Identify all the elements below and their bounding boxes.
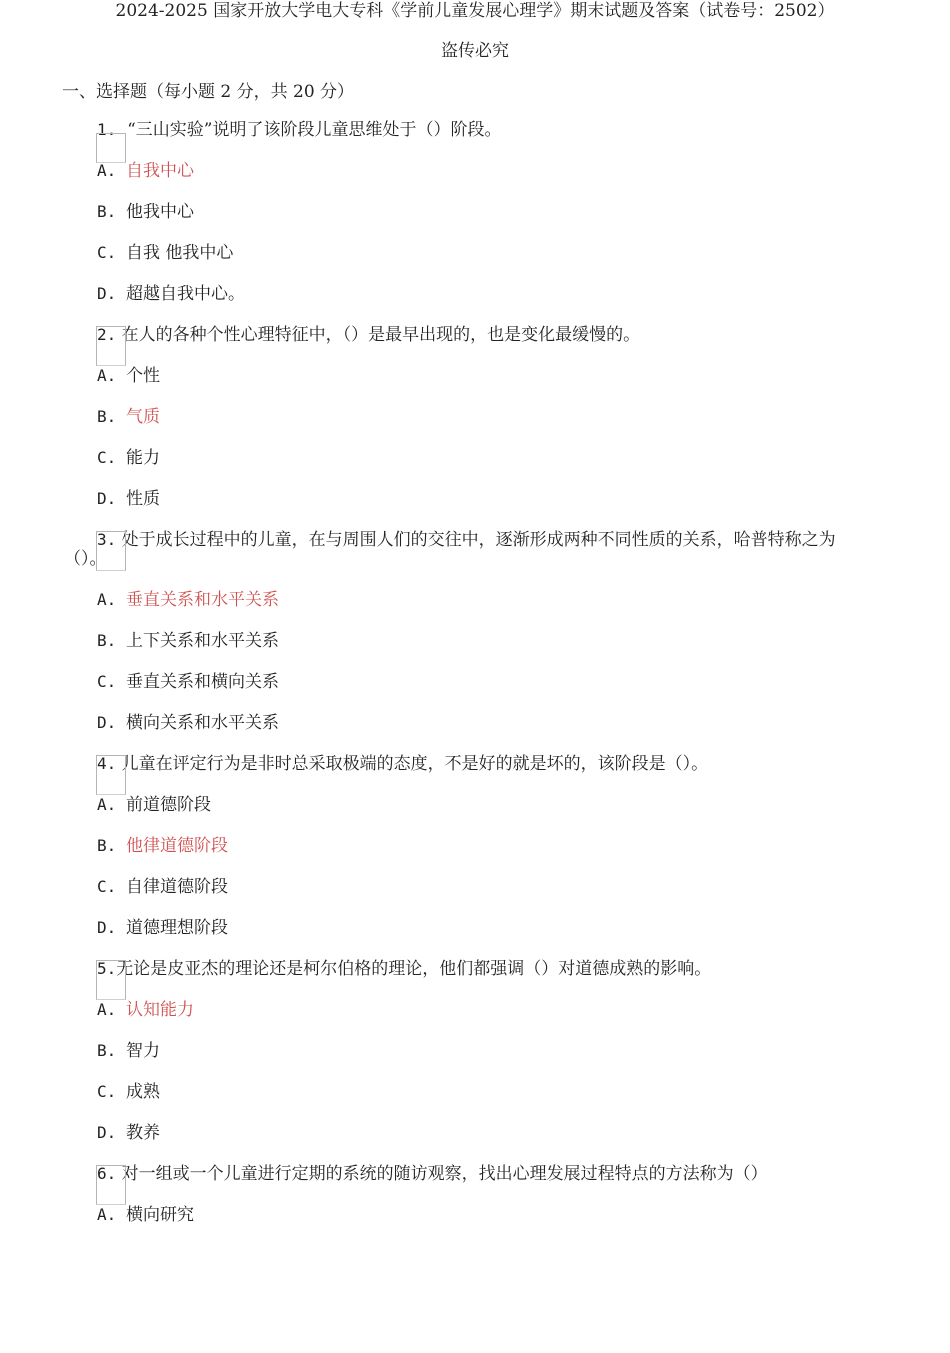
document-subtitle: 盗传必究 [441,41,509,61]
option-text: 横向关系和水平关系 [126,713,279,733]
option-b [0,1040,950,1081]
question-number: 4. [97,754,117,773]
option-text: 他我中心 [126,202,194,222]
option-text: 自我 他我中心 [126,243,234,263]
option-b [0,630,950,671]
option-text: 横向研究 [126,1205,194,1225]
option-d [0,283,950,324]
question-text: 处于成长过程中的儿童，在与周围人们的交往中，逐渐形成两种不同性质的关系，哈普特称之为 [121,530,836,550]
option-text: 上下关系和水平关系 [126,631,279,651]
answer-box [96,755,126,795]
option-letter: D. [97,918,117,937]
question-stem [0,119,950,160]
option-d [0,1122,950,1163]
question-number: 5. [97,959,117,978]
option-letter: C. [97,672,117,691]
option-c [0,242,950,283]
option-letter: B. [97,836,117,855]
answer-box [96,960,126,1000]
option-text: 智力 [126,1041,160,1061]
option-text: 垂直关系和横向关系 [126,672,279,692]
option-text: 超越自我中心。 [126,284,245,304]
option-d [0,488,950,529]
question-list [0,119,950,1245]
question-stem [0,324,950,365]
option-text: 道德理想阶段 [126,918,228,938]
option-letter: C. [97,877,117,896]
option-a [0,365,950,406]
answer-box [96,326,126,366]
question-text: 无论是皮亚杰的理论还是柯尔伯格的理论，他们都强调（）对道德成熟的影响。 [116,959,712,979]
option-c [0,1081,950,1122]
question-text: 在人的各种个性心理特征中，（）是最早出现的，也是变化最缓慢的。 [121,325,641,345]
option-letter: D. [97,284,117,303]
option-text-correct: 气质 [126,407,160,427]
option-c [0,671,950,712]
question-item [0,958,950,1163]
option-b [0,406,950,447]
question-stem [0,753,950,794]
question-text: 儿童在评定行为是非时总采取极端的态度，不是好的就是坏的，该阶段是（）。 [121,754,709,774]
option-text: 前道德阶段 [126,795,211,815]
option-a [0,794,950,835]
option-a [0,999,950,1040]
option-d [0,917,950,958]
option-letter: A. [97,795,117,814]
option-letter: B. [97,1041,117,1060]
option-text: 性质 [126,489,160,509]
option-letter: A. [97,1000,117,1019]
question-number: 1. [97,120,117,139]
option-letter: C. [97,1082,117,1101]
question-text: 对一组或一个儿童进行定期的系统的随访观察，找出心理发展过程特点的方法称为（） [121,1164,768,1184]
option-c [0,447,950,488]
option-letter: A. [97,366,117,385]
option-letter: C. [97,448,117,467]
option-text: 成熟 [126,1082,160,1102]
option-letter: D. [97,489,117,508]
question-text-continuation: （）。 [64,549,107,569]
option-letter: B. [97,407,117,426]
question-number: 2. [97,325,117,344]
option-text: 自律道德阶段 [126,877,228,897]
option-b [0,201,950,242]
question-number: 3. [97,530,117,549]
question-number: 6. [97,1164,117,1183]
option-letter: A. [97,590,117,609]
option-text: 能力 [126,448,160,468]
option-text: 个性 [126,366,160,386]
option-letter: B. [97,202,117,221]
question-item [0,753,950,958]
option-b [0,835,950,876]
answer-box [96,1165,126,1205]
option-a [0,160,950,201]
option-c [0,876,950,917]
option-letter: D. [97,713,117,732]
option-a [0,1204,950,1245]
answer-box [96,133,126,163]
option-letter: D. [97,1123,117,1142]
option-letter: C. [97,243,117,262]
option-letter: B. [97,631,117,650]
question-item [0,119,950,324]
question-item [0,1163,950,1245]
option-d [0,712,950,753]
question-text: “三山实验”说明了该阶段儿童思维处于（）阶段。 [127,120,502,140]
option-a [0,589,950,630]
question-item [0,529,950,753]
option-text-correct: 认知能力 [126,1000,194,1020]
option-letter: A. [97,161,117,180]
option-text-correct: 自我中心 [126,161,194,181]
option-letter: A. [97,1205,117,1224]
option-text: 教养 [126,1123,160,1143]
question-item [0,324,950,529]
option-text-correct: 垂直关系和水平关系 [126,590,279,610]
question-stem [0,958,950,999]
section-heading: 一、选择题（每小题 2 分，共 20 分） [62,82,355,102]
document-title: 2024-2025 国家开放大学电大专科《学前儿童发展心理学》期末试题及答案（试卷号：2502） [115,1,835,21]
option-text-correct: 他律道德阶段 [126,836,228,856]
question-stem [0,1163,950,1204]
